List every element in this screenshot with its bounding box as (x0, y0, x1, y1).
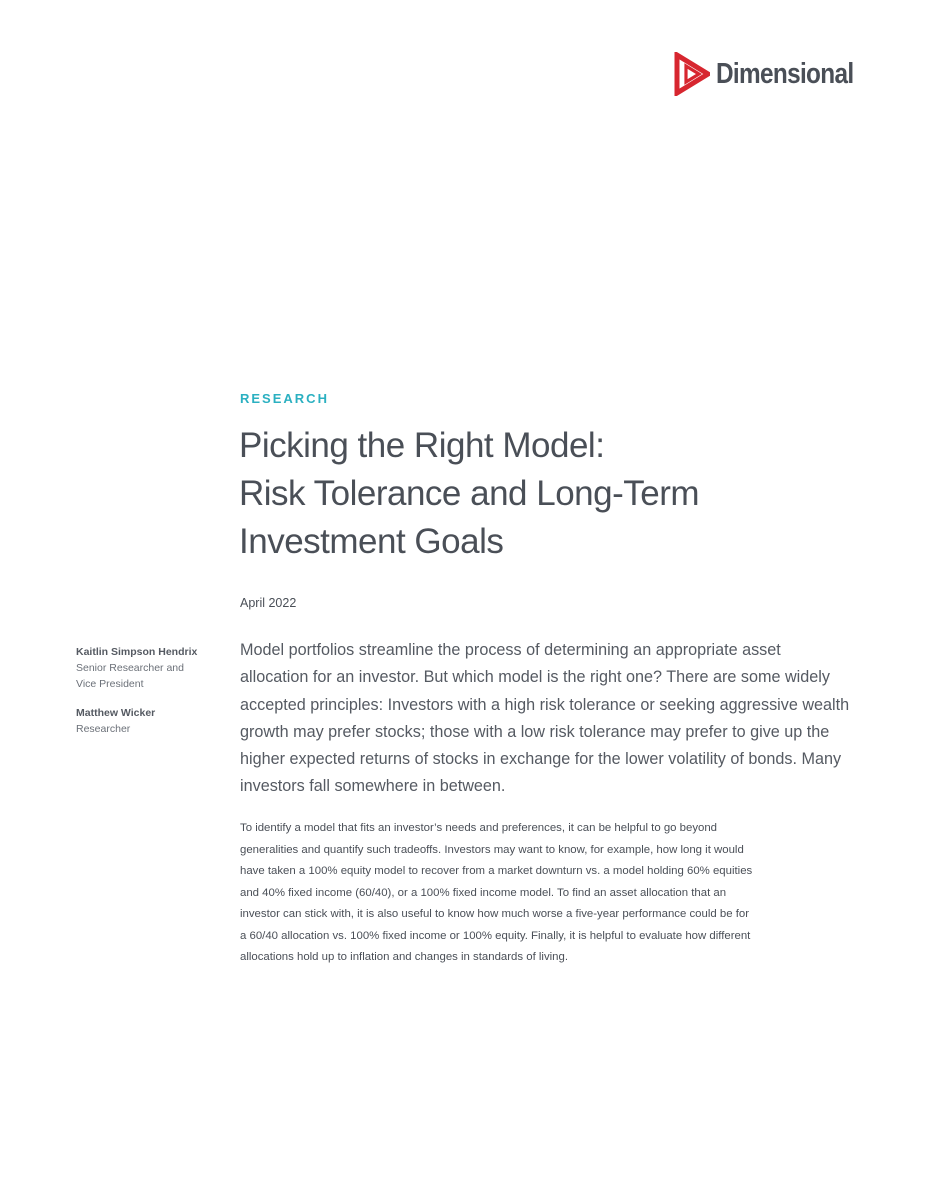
dimensional-logo (674, 52, 880, 96)
author-entry (76, 644, 226, 692)
body-line: a 60/40 allocation vs. 100% fixed income or 100% equity. Finally, it is helpful to evaluate how different (240, 929, 751, 942)
author-list (76, 644, 226, 750)
lead-line: investors fall somewhere in between. (240, 777, 506, 796)
body-paragraph (240, 818, 840, 969)
lead-paragraph (240, 637, 850, 801)
body-line: and 40% fixed income (60/40), or a 100% fixed income model. To find an asset allocation that an (240, 886, 727, 899)
author-role: Vice President (76, 678, 144, 690)
page-title (239, 422, 879, 566)
brand-name: Dimensional (716, 57, 854, 90)
lead-line: higher expected returns of stocks in exchange for the lower volatility of bonds. Many (240, 750, 842, 769)
author-role: Researcher (76, 723, 131, 735)
lead-line: accepted principles: Investors with a high risk tolerance or seeking aggressive wealth (240, 695, 850, 714)
lead-line: Model portfolios streamline the process of determining an appropriate asset (240, 641, 781, 659)
body-line: investor can stick with, it is also useful to know how much worse a five-year performance could be for (240, 908, 750, 920)
author-entry (76, 705, 226, 737)
title-line: Picking the Right Model: (239, 426, 605, 465)
author-name: Kaitlin Simpson Hendrix (76, 646, 198, 658)
title-line: Investment Goals (239, 522, 504, 561)
body-line: To identify a model that fits an investor’s needs and preferences, it can be helpful to go beyond (240, 822, 718, 834)
body-line: have taken a 100% equity model to recover from a market downturn vs. a model holding 60% equities (240, 865, 753, 877)
lead-line: allocation for an investor. But which model is the right one? There are some widely (240, 668, 830, 687)
author-name: Matthew Wicker (76, 707, 156, 719)
publication-date: April 2022 (240, 596, 297, 610)
author-role: Senior Researcher and (76, 662, 184, 674)
lead-line: growth may prefer stocks; those with a low risk tolerance may prefer to give up the (240, 722, 830, 741)
title-line: Risk Tolerance and Long-Term (239, 474, 700, 513)
section-eyebrow: RESEARCH (240, 391, 329, 406)
body-line: allocations hold up to inflation and changes in standards of living. (240, 951, 569, 963)
body-line: generalities and quantify such tradeoffs. Investors may want to know, for example, how long it would (240, 843, 744, 856)
dimensional-mark-icon (674, 52, 710, 96)
